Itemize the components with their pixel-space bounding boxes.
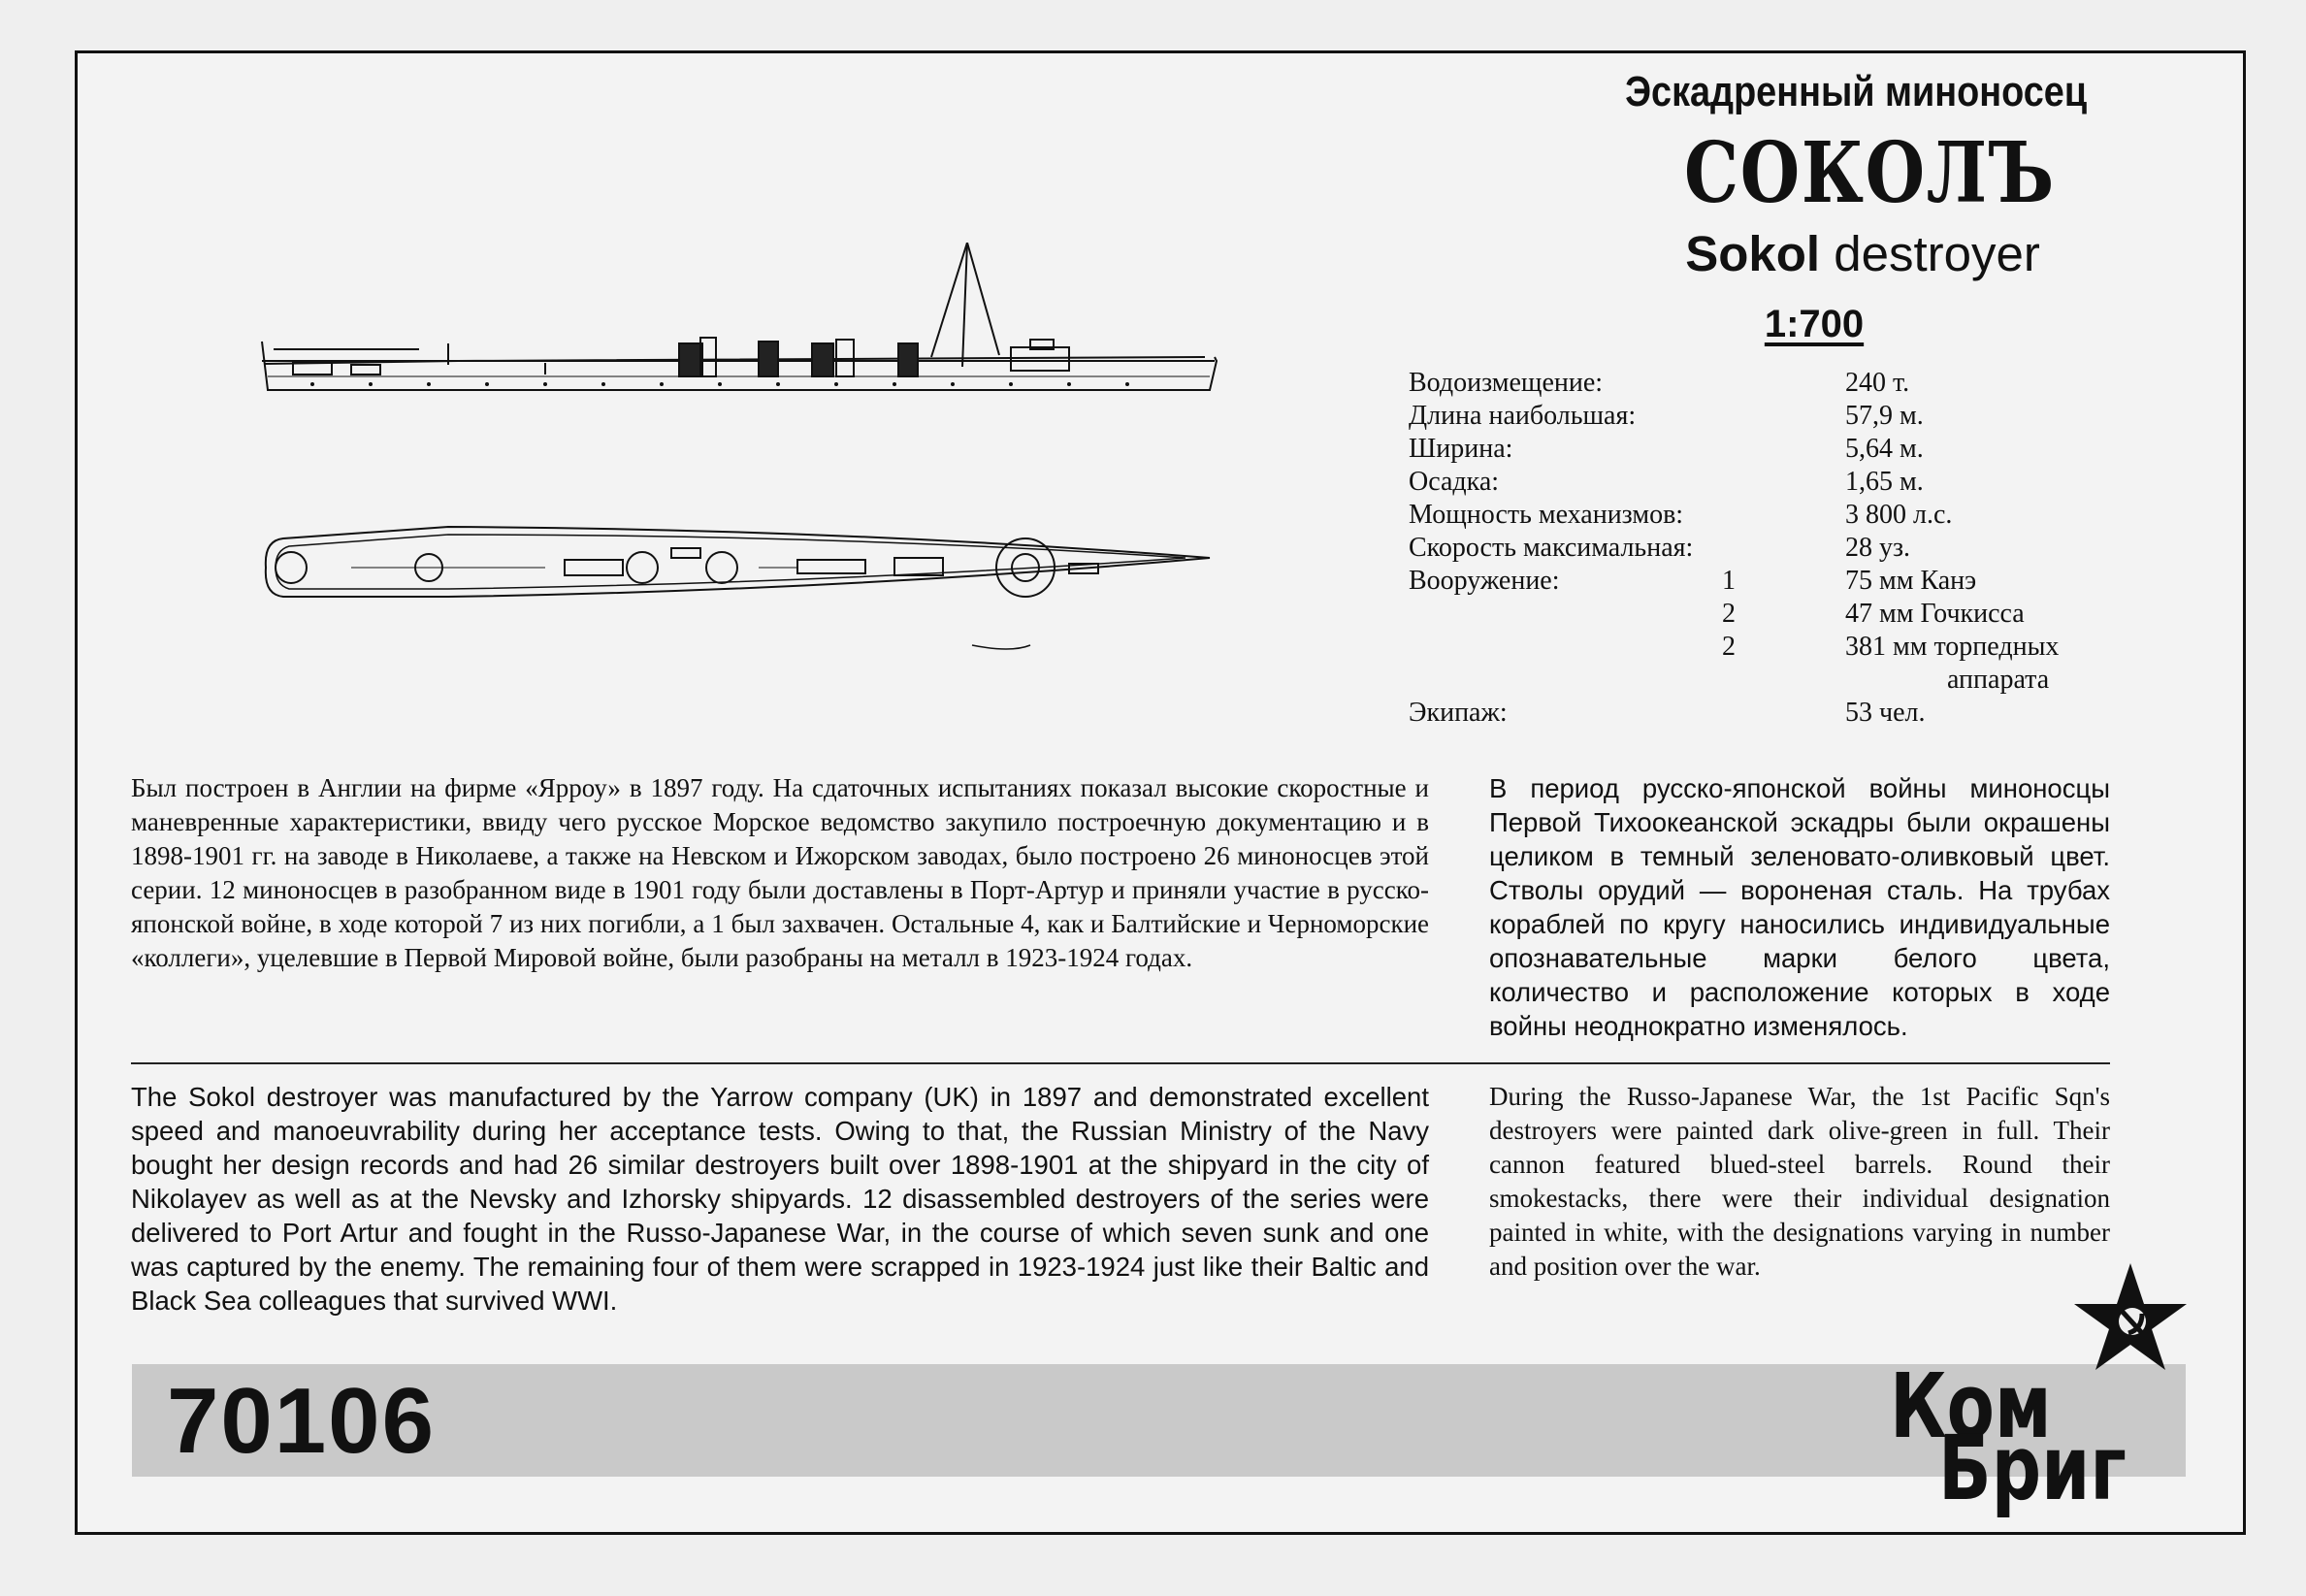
spec-value: 53 чел.	[1845, 698, 1926, 728]
title-english-bold: Sokol	[1685, 226, 1821, 281]
spec-row	[1409, 367, 2107, 400]
spec-row	[1409, 466, 2107, 499]
spec-row	[1409, 631, 2107, 664]
ship-top-view-drawing	[254, 500, 1224, 655]
star-icon	[2072, 1261, 2189, 1387]
spec-value: аппарата	[1947, 665, 2050, 695]
spec-row	[1409, 499, 2107, 532]
spec-row	[1409, 598, 2107, 631]
section-divider	[131, 1062, 2110, 1064]
kombrig-logo	[1880, 1261, 2200, 1523]
spec-row	[1409, 433, 2107, 466]
history-text-russian: Был построен в Англии на фирме «Ярроу» в 1897 году. На сдаточных испытаниях показал высокие скоростные и маневренные характеристики, ввиду чего русское Морское ведомство закупило построечную документацию и в 1898-1901 гг. на заводе в Николаеве, а также на Невском и Ижорском заводах, было построено 26 миноносцев этой серии. 12 миноносцев в разобранном виде в 1901 году были доставлены в Порт-Артур и приняли участие в русско-японской войне, в ходе которой 7 из них погибли, а 1 был захвачен. Остальные 4, как и Балтийские и Черноморские «коллеги», уцелевшие в Первой Мировой войне, были разобраны на металл в 1923-1924 годах.	[131, 773, 1429, 972]
spec-row	[1409, 697, 2107, 730]
spec-label: Осадка:	[1409, 467, 1500, 497]
title-russian: Эскадренный миноносец	[1625, 68, 2088, 115]
ship-side-profile-drawing	[254, 243, 1224, 417]
spec-value: 240 т.	[1845, 368, 1910, 398]
spec-quantity: 2	[1722, 599, 1736, 629]
spec-label: Ширина:	[1409, 434, 1513, 464]
footer-band	[132, 1364, 2186, 1477]
colors-text-english: During the Russo-Japanese War, the 1st Pacific Sqn's destroyers were painted dark olive-green in full. Their cannon featured blued-steel barrels. Round their smokestacks, there were their individual designation painted in white, with the designations varying in number and position over the war.	[1489, 1082, 2110, 1281]
spec-label: Мощность механизмов:	[1409, 500, 1684, 530]
history-text-english: The Sokol destroyer was manufactured by the Yarrow company (UK) in 1897 and demonstrated excellent speed and manoeuvrability during her acceptance tests. Owing to that, the Russian Ministry of the Navy bought her design records and had 26 similar destroyers built over 1898-1901 at the shipyard in the city of Nikolayev as well as at the Nevsky and Izhorsky shipyards. 12 disassembled destroyers of the series were delivered to Port Artur and fought in the Russo-Japanese War, in the course of which seven sunk and one was captured by the enemy. The remaining four of them were scrapped in 1923-1924 just like their Baltic and Black Sea colleagues that survived WWI.	[131, 1082, 1429, 1316]
specifications-table	[1409, 367, 2107, 730]
spec-label: Длина наибольшая:	[1409, 401, 1637, 431]
spec-value: 5,64 м.	[1845, 434, 1924, 464]
colors-text-russian: В период русско-японской войны миноносцы Первой Тихоокеанской эскадры были окрашены целиком в темный зеленовато-оливковый цвет. Стволы орудий — вороненая сталь. На трубах кораблей по кругу наносились индивидуальные опознавательные марки белого цвета, количество и расположение которых в ходе войны неоднократно изменялось.	[1489, 773, 2110, 1041]
spec-row	[1409, 565, 2107, 598]
spec-label: Скорость максимальная:	[1409, 533, 1694, 563]
ship-name-russian: СОКОЛЪ	[1684, 124, 2056, 222]
spec-value: 28 уз.	[1845, 533, 1911, 563]
spec-value: 75 мм Канэ	[1845, 566, 1977, 596]
logo-text-bottom: Бриг	[1938, 1417, 2127, 1520]
product-code: 70106	[167, 1369, 436, 1473]
spec-quantity: 2	[1722, 632, 1736, 662]
spec-label: Экипаж:	[1409, 698, 1508, 728]
title-english-rest: destroyer	[1820, 226, 2040, 281]
logo-text-top: Ком	[1890, 1354, 2052, 1458]
spec-quantity: 1	[1722, 566, 1736, 596]
spec-label: Вооружение:	[1409, 566, 1560, 596]
spec-row	[1409, 400, 2107, 433]
title-english	[1610, 225, 2115, 282]
spec-label: Водоизмещение:	[1409, 368, 1604, 398]
spec-value: 57,9 м.	[1845, 401, 1924, 431]
spec-value: 3 800 л.с.	[1845, 500, 1953, 530]
spec-row	[1409, 532, 2107, 565]
spec-value: 47 мм Гочкисса	[1845, 599, 2025, 629]
spec-value: 381 мм торпедных	[1845, 632, 2060, 662]
spec-value: 1,65 м.	[1845, 467, 1924, 497]
spec-row	[1409, 664, 2107, 697]
scale-label: 1:700	[1764, 303, 1865, 345]
